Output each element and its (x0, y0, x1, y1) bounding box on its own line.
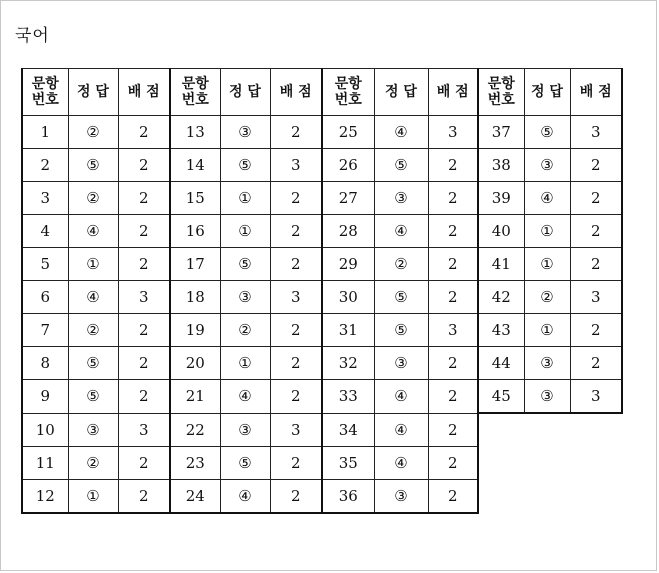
question-number: 3 (22, 182, 68, 215)
question-number: 23 (170, 446, 220, 479)
points: 2 (270, 479, 322, 513)
question-number: 33 (322, 380, 374, 414)
points: 2 (428, 182, 478, 215)
points: 2 (118, 182, 170, 215)
answer-choice: ③ (374, 182, 428, 215)
points: 2 (428, 215, 478, 248)
answer-choice: ④ (374, 446, 428, 479)
answer-choice: ③ (220, 413, 270, 446)
table-row (22, 479, 622, 513)
answer-choice: ⑤ (220, 248, 270, 281)
answer-choice: ④ (524, 182, 570, 215)
points: 3 (570, 380, 622, 414)
answer-choice: ② (524, 281, 570, 314)
question-number: 27 (322, 182, 374, 215)
question-number-header: 문항 번호 (322, 69, 374, 116)
table-row (22, 149, 622, 182)
question-number: 19 (170, 314, 220, 347)
points: 3 (270, 413, 322, 446)
answer-choice: ③ (220, 281, 270, 314)
header-row (22, 69, 622, 116)
empty-cell (524, 446, 570, 479)
answer-header: 정 답 (68, 69, 118, 116)
points: 2 (428, 347, 478, 380)
question-number: 16 (170, 215, 220, 248)
answer-choice: ⑤ (68, 347, 118, 380)
empty-cell (570, 446, 622, 479)
empty-cell (524, 479, 570, 513)
points: 2 (570, 149, 622, 182)
points: 2 (270, 446, 322, 479)
answer-choice: ⑤ (374, 149, 428, 182)
answer-choice: ① (68, 248, 118, 281)
answer-choice: ④ (68, 215, 118, 248)
points: 2 (428, 380, 478, 414)
points: 3 (428, 314, 478, 347)
points: 3 (270, 149, 322, 182)
points: 2 (570, 248, 622, 281)
answer-choice: ③ (524, 380, 570, 414)
points: 3 (570, 281, 622, 314)
question-number: 43 (478, 314, 524, 347)
question-number: 26 (322, 149, 374, 182)
answer-choice: ④ (374, 215, 428, 248)
points: 2 (118, 116, 170, 149)
answer-header: 정 답 (374, 69, 428, 116)
question-number: 30 (322, 281, 374, 314)
points: 2 (118, 215, 170, 248)
question-number: 18 (170, 281, 220, 314)
answer-rows (22, 116, 622, 513)
empty-cell (478, 413, 524, 446)
answer-choice: ① (524, 314, 570, 347)
points: 2 (428, 446, 478, 479)
question-number-header: 문항 번호 (170, 69, 220, 116)
points: 2 (570, 314, 622, 347)
points: 2 (428, 413, 478, 446)
points: 2 (270, 182, 322, 215)
points: 2 (270, 380, 322, 414)
points: 2 (428, 149, 478, 182)
points: 2 (118, 347, 170, 380)
question-number: 21 (170, 380, 220, 414)
table-row (22, 215, 622, 248)
answer-choice: ② (68, 446, 118, 479)
points: 3 (570, 116, 622, 149)
question-number: 34 (322, 413, 374, 446)
question-number: 2 (22, 149, 68, 182)
points: 2 (270, 215, 322, 248)
points: 3 (118, 413, 170, 446)
question-number: 42 (478, 281, 524, 314)
table-row (22, 347, 622, 380)
question-number: 8 (22, 347, 68, 380)
question-number: 45 (478, 380, 524, 414)
table-row (22, 116, 622, 149)
question-number: 35 (322, 446, 374, 479)
question-number: 1 (22, 116, 68, 149)
answer-choice: ④ (374, 116, 428, 149)
answer-choice: ⑤ (374, 314, 428, 347)
question-number: 29 (322, 248, 374, 281)
points: 3 (118, 281, 170, 314)
question-number: 39 (478, 182, 524, 215)
question-number: 20 (170, 347, 220, 380)
answer-choice: ⑤ (524, 116, 570, 149)
question-number: 40 (478, 215, 524, 248)
points-header: 배 점 (570, 69, 622, 116)
question-number: 15 (170, 182, 220, 215)
answer-choice: ⑤ (220, 149, 270, 182)
question-number: 36 (322, 479, 374, 513)
points: 2 (118, 479, 170, 513)
answer-table (21, 68, 623, 514)
question-number: 44 (478, 347, 524, 380)
answer-choice: ④ (68, 281, 118, 314)
empty-cell (478, 479, 524, 513)
table-row (22, 413, 622, 446)
answer-choice: ④ (220, 479, 270, 513)
answer-choice: ③ (374, 479, 428, 513)
points: 2 (118, 248, 170, 281)
points: 2 (118, 314, 170, 347)
question-number: 31 (322, 314, 374, 347)
answer-choice: ⑤ (374, 281, 428, 314)
points: 2 (118, 380, 170, 414)
answer-choice: ② (220, 314, 270, 347)
table-row (22, 446, 622, 479)
points: 2 (428, 281, 478, 314)
answer-choice: ① (220, 215, 270, 248)
answer-header: 정 답 (220, 69, 270, 116)
answer-choice: ④ (374, 380, 428, 414)
points-header: 배 점 (270, 69, 322, 116)
table-row (22, 281, 622, 314)
points: 2 (118, 149, 170, 182)
empty-cell (570, 479, 622, 513)
answer-header: 정 답 (524, 69, 570, 116)
points: 2 (570, 347, 622, 380)
table-row (22, 248, 622, 281)
points: 2 (428, 248, 478, 281)
points: 3 (428, 116, 478, 149)
answer-choice: ⑤ (220, 446, 270, 479)
points: 2 (270, 248, 322, 281)
question-number: 9 (22, 380, 68, 414)
answer-choice: ⑤ (68, 380, 118, 414)
points: 2 (270, 347, 322, 380)
answer-choice: ③ (524, 149, 570, 182)
answer-choice: ① (220, 347, 270, 380)
points-header: 배 점 (428, 69, 478, 116)
empty-cell (524, 413, 570, 446)
question-number-header: 문항 번호 (478, 69, 524, 116)
question-number: 38 (478, 149, 524, 182)
answer-choice: ② (374, 248, 428, 281)
answer-choice: ⑤ (68, 149, 118, 182)
question-number: 11 (22, 446, 68, 479)
answer-choice: ① (524, 248, 570, 281)
question-number: 41 (478, 248, 524, 281)
question-number: 22 (170, 413, 220, 446)
points: 2 (270, 116, 322, 149)
answer-choice: ② (68, 314, 118, 347)
question-number: 37 (478, 116, 524, 149)
answer-choice: ② (68, 116, 118, 149)
answer-choice: ③ (220, 116, 270, 149)
answer-choice: ① (220, 182, 270, 215)
answer-choice: ④ (374, 413, 428, 446)
points: 2 (428, 479, 478, 513)
points: 2 (270, 314, 322, 347)
table-row (22, 182, 622, 215)
question-number: 13 (170, 116, 220, 149)
question-number: 28 (322, 215, 374, 248)
question-number: 24 (170, 479, 220, 513)
answer-choice: ③ (524, 347, 570, 380)
answer-choice: ③ (374, 347, 428, 380)
question-number: 17 (170, 248, 220, 281)
points: 3 (270, 281, 322, 314)
empty-cell (478, 446, 524, 479)
question-number-header: 문항 번호 (22, 69, 68, 116)
question-number: 25 (322, 116, 374, 149)
answer-choice: ③ (68, 413, 118, 446)
answer-choice: ① (68, 479, 118, 513)
question-number: 14 (170, 149, 220, 182)
answer-choice: ② (68, 182, 118, 215)
table-row (22, 314, 622, 347)
points: 2 (118, 446, 170, 479)
question-number: 10 (22, 413, 68, 446)
answer-choice: ④ (220, 380, 270, 414)
question-number: 32 (322, 347, 374, 380)
question-number: 12 (22, 479, 68, 513)
question-number: 7 (22, 314, 68, 347)
points: 2 (570, 215, 622, 248)
question-number: 6 (22, 281, 68, 314)
empty-cell (570, 413, 622, 446)
points: 2 (570, 182, 622, 215)
answer-choice: ① (524, 215, 570, 248)
points-header: 배 점 (118, 69, 170, 116)
question-number: 5 (22, 248, 68, 281)
question-number: 4 (22, 215, 68, 248)
subject-title: 국어 (15, 26, 50, 46)
table-row (22, 380, 622, 414)
